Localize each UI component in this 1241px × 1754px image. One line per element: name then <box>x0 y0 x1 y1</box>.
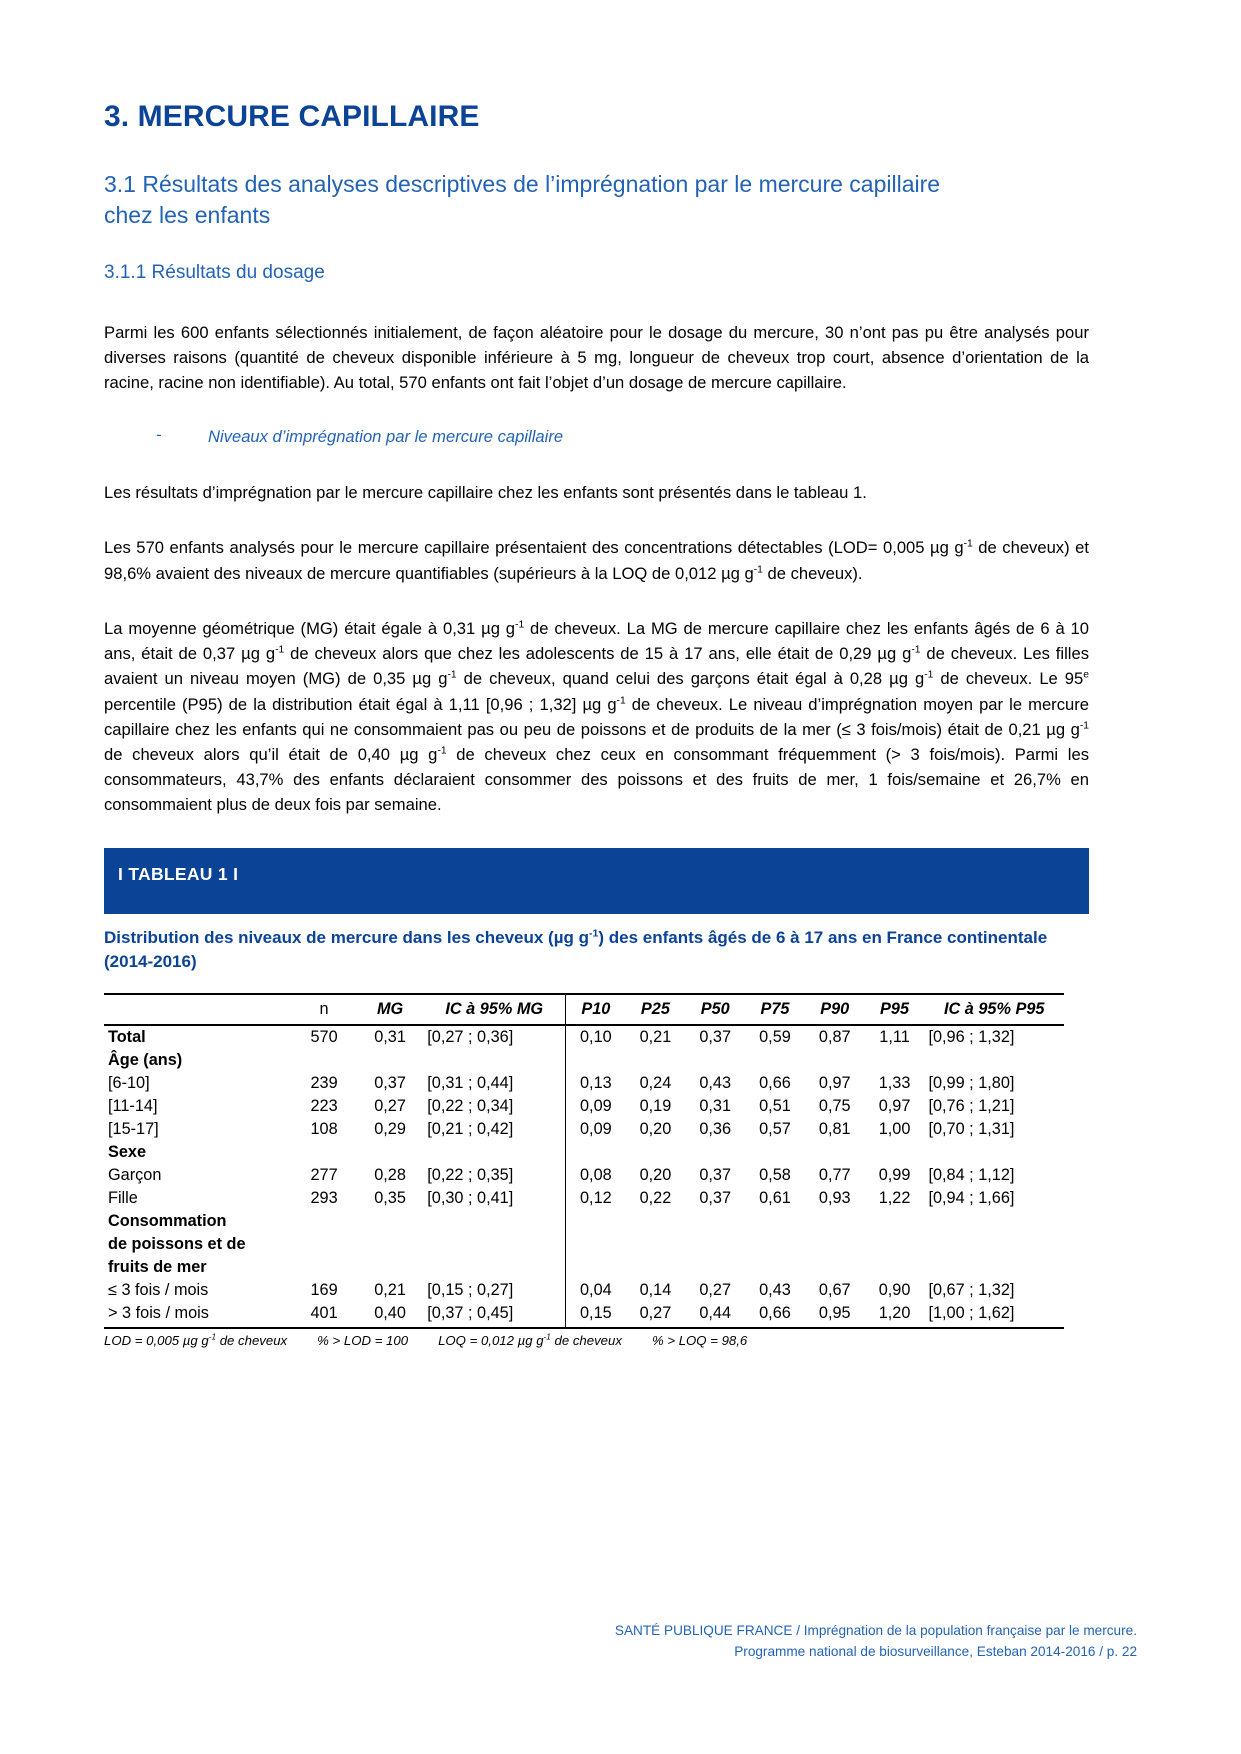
cell-p50: 0,37 <box>699 1188 732 1207</box>
th-p95: P95 <box>880 999 910 1018</box>
table-cell-empty <box>745 1049 805 1072</box>
table-group-label: Âge (ans) <box>108 1050 183 1069</box>
cell-p90: 0,75 <box>818 1096 851 1115</box>
superscript-exponent: -1 <box>208 1332 217 1342</box>
table-group-row <box>104 1233 1064 1256</box>
paragraph-geometric-mean <box>104 616 1089 818</box>
table-cell-empty <box>685 1256 745 1279</box>
para3-part-b: de cheveux) et 98,6% avaient des niveaux de mercure quantifiables (supérieurs à la LOQ de 0,012 µg g <box>104 538 1089 583</box>
table-group-label: Consommation <box>108 1211 227 1230</box>
table-cell-empty <box>626 1233 686 1256</box>
table-group-row <box>104 1141 1064 1164</box>
table-row <box>104 1072 1064 1095</box>
para4-s6: de cheveux. Le 95 <box>933 669 1084 689</box>
table-cell-empty <box>566 1256 626 1279</box>
cell-p75: 0,43 <box>759 1280 791 1299</box>
cell-p95: 1,22 <box>878 1188 911 1207</box>
cell-p10: 0,09 <box>566 1118 626 1141</box>
cell-p75: 0,58 <box>759 1165 791 1184</box>
table-cell-empty <box>423 1256 565 1279</box>
bullet-dash-marker: - <box>156 425 162 445</box>
table-cell-empty <box>357 1210 423 1233</box>
cell-n: 570 <box>310 1027 338 1046</box>
cell-p95: 0,90 <box>878 1280 911 1299</box>
cell-mg: 0,21 <box>374 1280 406 1299</box>
table-row-label: [15-17] <box>108 1119 159 1138</box>
table-header-row <box>104 994 1064 1025</box>
superscript-exponent: -1 <box>911 644 921 656</box>
cell-p90: 0,81 <box>818 1119 851 1138</box>
superscript-exponent: -1 <box>1079 720 1089 732</box>
bullet-item-label: Niveaux d’imprégnation par le mercure capillaire <box>208 427 564 447</box>
page-content <box>104 100 1089 1348</box>
table-cell-empty <box>291 1233 357 1256</box>
cell-ic-mg: [0,31 ; 0,44] <box>427 1073 514 1092</box>
table-row-label: [11-14] <box>108 1096 158 1115</box>
superscript-exponent: -1 <box>924 669 934 681</box>
paragraph-detection-limits <box>104 535 1089 585</box>
cell-p50: 0,31 <box>699 1096 732 1115</box>
subsection-heading: 3.1.1 Résultats du dosage <box>104 262 325 284</box>
cell-ic-p95: [1,00 ; 1,62] <box>928 1303 1015 1322</box>
cell-mg: 0,31 <box>374 1027 406 1046</box>
para3-part-c: de cheveux). <box>762 563 863 583</box>
cell-p50: 0,36 <box>699 1119 732 1138</box>
para4-s8: de cheveux. Le niveau d’imprégnation moyen par le mercure capillaire chez les enfants qui ne consommaient pas ou peu de poissons et de produits de la mer (≤ 3 fois/mois) était de 0,21 µg g <box>104 694 1089 739</box>
cell-mg: 0,27 <box>374 1096 406 1115</box>
table-cell-empty <box>291 1141 357 1164</box>
table-row <box>104 1095 1064 1118</box>
cell-p10: 0,10 <box>566 1025 626 1049</box>
cell-p25: 0,27 <box>639 1303 672 1322</box>
table-cell-empty <box>924 1049 1064 1072</box>
cell-mg: 0,28 <box>374 1165 406 1184</box>
superscript-exponent: -1 <box>543 1332 551 1342</box>
para4-s3: de cheveux alors que chez les adolescents de 15 à 17 ans, elle était de 0,29 µg g <box>284 644 912 664</box>
table-group-label: Sexe <box>108 1142 147 1161</box>
table-group-label: fruits de mer <box>108 1257 207 1276</box>
cell-p90: 0,97 <box>818 1073 851 1092</box>
superscript-exponent: -1 <box>753 564 763 576</box>
table-cell-empty <box>626 1141 686 1164</box>
table-row-label: Fille <box>108 1188 138 1207</box>
cell-p75: 0,66 <box>759 1303 791 1322</box>
table-cell-empty <box>423 1049 565 1072</box>
cell-p95: 0,99 <box>878 1165 911 1184</box>
table-row-label: Total <box>108 1027 146 1046</box>
table-cell-empty <box>745 1233 805 1256</box>
table-cell-empty <box>924 1141 1064 1164</box>
superscript-exponent: -1 <box>515 619 525 631</box>
paragraph-table-ref: Les résultats d’imprégnation par le mercure capillaire chez les enfants sont présentés dans le tableau 1. <box>104 483 867 503</box>
th-n: n <box>319 999 329 1018</box>
table-cell-empty <box>423 1233 565 1256</box>
cell-n: 239 <box>310 1073 338 1092</box>
th-p90: P90 <box>820 999 850 1018</box>
footer-line-1: SANTÉ PUBLIQUE FRANCE / Imprégnation de la population française par le mercure. <box>614 1623 1137 1638</box>
cell-p75: 0,51 <box>759 1096 791 1115</box>
cell-p25: 0,14 <box>639 1280 672 1299</box>
cell-p50: 0,27 <box>699 1280 732 1299</box>
th-ic-p95: IC à 95% P95 <box>943 999 1045 1018</box>
table-cell-empty <box>566 1049 626 1072</box>
table-row <box>104 1025 1064 1049</box>
footnote-pct-lod: % > LOD = 100 <box>317 1332 409 1348</box>
cell-p95: 1,33 <box>878 1073 911 1092</box>
table-cell-empty <box>423 1210 565 1233</box>
cell-ic-mg: [0,27 ; 0,36] <box>427 1027 514 1046</box>
cell-p95: 1,20 <box>878 1303 911 1322</box>
table-cell-empty <box>805 1210 865 1233</box>
table-cell-empty <box>924 1233 1064 1256</box>
table-cell-empty <box>566 1141 626 1164</box>
table-cell-empty <box>357 1233 423 1256</box>
cell-n: 169 <box>310 1280 338 1299</box>
table-cell-empty <box>357 1256 423 1279</box>
table-cell-empty <box>626 1049 686 1072</box>
table-group-label: de poissons et de <box>108 1234 246 1253</box>
th-p50: P50 <box>700 999 730 1018</box>
table-row <box>104 1302 1064 1328</box>
cell-p25: 0,24 <box>639 1073 672 1092</box>
table-row-label: > 3 fois / mois <box>108 1303 209 1322</box>
table-cell-empty <box>924 1256 1064 1279</box>
table-cell-empty <box>357 1141 423 1164</box>
table-caption-part-a: Distribution des niveaux de mercure dans les cheveux (µg g <box>104 927 589 947</box>
table-cell-empty <box>685 1233 745 1256</box>
footnote-lod-b: de cheveux <box>216 1332 288 1348</box>
paragraph-intro: Parmi les 600 enfants sélectionnés initialement, de façon aléatoire pour le dosage du mercure, 30 n’ont pas pu être analysés pour diverses raisons (quantité de cheveux disponible inférieure à 5 mg, longueur de cheveux trop court, absence d’orientation de la racine, racine non identifiable). Au total, 570 enfants ont fait l’objet d’un dosage de mercure capillaire. <box>104 322 1089 393</box>
cell-ic-mg: [0,37 ; 0,45] <box>427 1303 514 1322</box>
table-head <box>104 994 1064 1025</box>
superscript-exponent: -1 <box>447 669 457 681</box>
cell-p25: 0,22 <box>639 1188 672 1207</box>
superscript-ordinal: e <box>1083 669 1089 681</box>
table-cell-empty <box>626 1210 686 1233</box>
cell-p75: 0,59 <box>759 1027 791 1046</box>
cell-ic-p95: [0,67 ; 1,32] <box>928 1280 1015 1299</box>
table-cell-empty <box>745 1210 805 1233</box>
th-ic-mg: IC à 95% MG <box>445 999 544 1018</box>
superscript-exponent: -1 <box>963 538 973 550</box>
table-block <box>104 848 1089 1348</box>
cell-p75: 0,57 <box>759 1119 791 1138</box>
table-cell-empty <box>291 1256 357 1279</box>
cell-ic-mg: [0,22 ; 0,35] <box>427 1165 514 1184</box>
table-cell-empty <box>745 1141 805 1164</box>
th-rowlabel <box>104 994 291 1025</box>
cell-p25: 0,20 <box>639 1119 672 1138</box>
cell-p75: 0,61 <box>759 1188 791 1207</box>
footnote-loq-b: de cheveux <box>550 1332 622 1348</box>
footnote-lod-a: LOD = 0,005 µg g <box>104 1332 209 1348</box>
page-footer <box>0 1620 1241 1662</box>
table-cell-empty <box>566 1233 626 1256</box>
cell-ic-mg: [0,21 ; 0,42] <box>427 1119 514 1138</box>
table-footnote <box>104 1333 1089 1348</box>
cell-ic-p95: [0,84 ; 1,12] <box>928 1165 1015 1184</box>
table-cell-empty <box>805 1141 865 1164</box>
cell-mg: 0,35 <box>374 1188 406 1207</box>
th-p25: P25 <box>640 999 670 1018</box>
footer-line-2: Programme national de biosurveillance, Esteban 2014-2016 / p. 22 <box>734 1644 1137 1660</box>
table-cell-empty <box>805 1049 865 1072</box>
cell-p50: 0,43 <box>699 1073 732 1092</box>
table-group-row <box>104 1049 1064 1072</box>
superscript-exponent: -1 <box>275 644 285 656</box>
para4-s1: La moyenne géométrique (MG) était égale à 0,31 µg g <box>104 618 516 638</box>
cell-ic-mg: [0,15 ; 0,27] <box>427 1280 514 1299</box>
table-banner-label: I TABLEAU 1 I <box>118 863 239 884</box>
cell-p90: 0,95 <box>818 1303 851 1322</box>
para4-s2: de cheveux. La MG de mercure capillaire chez les enfants âgés de 6 à 10 ans, était de 0,37 µg g <box>104 618 1090 664</box>
para4-s7: percentile (P95) de la distribution était égal à 1,11 [0,96 ; 1,32] µg g <box>104 694 617 714</box>
page-title: 3. MERCURE CAPILLAIRE <box>104 100 480 133</box>
cell-p25: 0,21 <box>639 1027 672 1046</box>
table-cell-empty <box>685 1210 745 1233</box>
cell-mg: 0,37 <box>374 1073 406 1092</box>
mercury-distribution-table <box>104 993 1064 1329</box>
th-mg: MG <box>376 999 404 1018</box>
para4-s9: de cheveux alors qu’il était de 0,40 µg g <box>104 745 438 765</box>
table-cell-empty <box>291 1210 357 1233</box>
th-p75: P75 <box>760 999 790 1018</box>
cell-p50: 0,37 <box>699 1165 732 1184</box>
cell-n: 401 <box>310 1303 338 1322</box>
cell-ic-p95: [0,76 ; 1,21] <box>928 1096 1015 1115</box>
table-cell-empty <box>685 1049 745 1072</box>
table-caption-part-b: ) des enfants âgés de 6 à 17 ans en France continentale (2014-2016) <box>104 927 1048 972</box>
cell-n: 293 <box>310 1188 338 1207</box>
cell-ic-mg: [0,22 ; 0,34] <box>427 1096 514 1115</box>
table-row <box>104 1118 1064 1141</box>
cell-p95: 1,11 <box>879 1027 910 1046</box>
table-cell-empty <box>805 1256 865 1279</box>
cell-p10: 0,13 <box>566 1072 626 1095</box>
cell-p10: 0,08 <box>566 1164 626 1187</box>
para4-s10: de cheveux chez ceux en consommant fréquemment (> 3 fois/mois). Parmi les consommateurs, 43,7% des enfants déclaraient consommer des poissons et des fruits de mer, 1 fois/semaine et 26,7% en consommaient plus de deux fois par semaine. <box>104 745 1090 815</box>
cell-p90: 0,77 <box>818 1165 851 1184</box>
table-cell-empty <box>865 1256 925 1279</box>
table-cell-empty <box>685 1141 745 1164</box>
cell-p10: 0,04 <box>566 1279 626 1302</box>
cell-p90: 0,87 <box>818 1027 851 1046</box>
table-banner <box>104 848 1089 914</box>
section-heading: 3.1 Résultats des analyses descriptives de l’imprégnation par le mercure capillaire chez les enfants <box>104 170 941 228</box>
table-row <box>104 1187 1064 1210</box>
cell-p10: 0,15 <box>566 1302 626 1328</box>
table-cell-empty <box>745 1256 805 1279</box>
table-cell-empty <box>865 1049 925 1072</box>
cell-p95: 1,00 <box>878 1119 911 1138</box>
cell-p25: 0,19 <box>639 1096 672 1115</box>
footnote-loq-a: LOQ = 0,012 µg g <box>438 1332 544 1348</box>
table-row <box>104 1279 1064 1302</box>
table-cell-empty <box>865 1141 925 1164</box>
para3-part-a: Les 570 enfants analysés pour le mercure capillaire présentaient des concentrations détectables (LOD= 0,005 µg g <box>104 538 964 558</box>
cell-n: 108 <box>310 1119 338 1138</box>
cell-n: 223 <box>310 1096 338 1115</box>
footnote-pct-loq: % > LOQ = 98,6 <box>651 1332 748 1348</box>
table-body <box>104 1025 1064 1328</box>
th-p10: P10 <box>566 994 626 1025</box>
table-row-label: ≤ 3 fois / mois <box>108 1280 209 1299</box>
table-group-row <box>104 1210 1064 1233</box>
cell-p90: 0,67 <box>818 1280 851 1299</box>
cell-ic-p95: [0,96 ; 1,32] <box>928 1027 1015 1046</box>
cell-ic-p95: [0,94 ; 1,66] <box>928 1188 1015 1207</box>
table-row-label: Garçon <box>108 1165 162 1184</box>
cell-p10: 0,09 <box>566 1095 626 1118</box>
table-cell-empty <box>924 1210 1064 1233</box>
bullet-item <box>104 425 1089 450</box>
table-cell-empty <box>805 1233 865 1256</box>
table-cell-empty <box>865 1210 925 1233</box>
cell-mg: 0,40 <box>374 1303 406 1322</box>
table-row-label: [6-10] <box>108 1073 150 1092</box>
table-row <box>104 1164 1064 1187</box>
table-cell-empty <box>423 1141 565 1164</box>
cell-p50: 0,37 <box>699 1027 732 1046</box>
para4-s5: de cheveux, quand celui des garçons était égal à 0,28 µg g <box>456 669 925 689</box>
table-cell-empty <box>626 1256 686 1279</box>
table-caption <box>104 926 1054 975</box>
table-cell-empty <box>357 1049 423 1072</box>
cell-p75: 0,66 <box>759 1073 791 1092</box>
cell-n: 277 <box>310 1165 338 1184</box>
table-cell-empty <box>865 1233 925 1256</box>
para4-s4: de cheveux. Les filles avaient un niveau moyen (MG) de 0,35 µg g <box>104 644 1089 689</box>
superscript-exponent: -1 <box>589 927 599 940</box>
cell-p95: 0,97 <box>878 1096 911 1115</box>
cell-p90: 0,93 <box>818 1188 851 1207</box>
superscript-exponent: -1 <box>616 695 626 707</box>
table-cell-empty <box>566 1210 626 1233</box>
cell-ic-p95: [0,70 ; 1,31] <box>928 1119 1015 1138</box>
table-group-row <box>104 1256 1064 1279</box>
cell-ic-p95: [0,99 ; 1,80] <box>928 1073 1015 1092</box>
cell-ic-mg: [0,30 ; 0,41] <box>427 1188 514 1207</box>
cell-p50: 0,44 <box>699 1303 732 1322</box>
cell-p25: 0,20 <box>639 1165 672 1184</box>
cell-mg: 0,29 <box>374 1119 406 1138</box>
cell-p10: 0,12 <box>566 1187 626 1210</box>
superscript-exponent: -1 <box>437 745 447 757</box>
table-cell-empty <box>291 1049 357 1072</box>
